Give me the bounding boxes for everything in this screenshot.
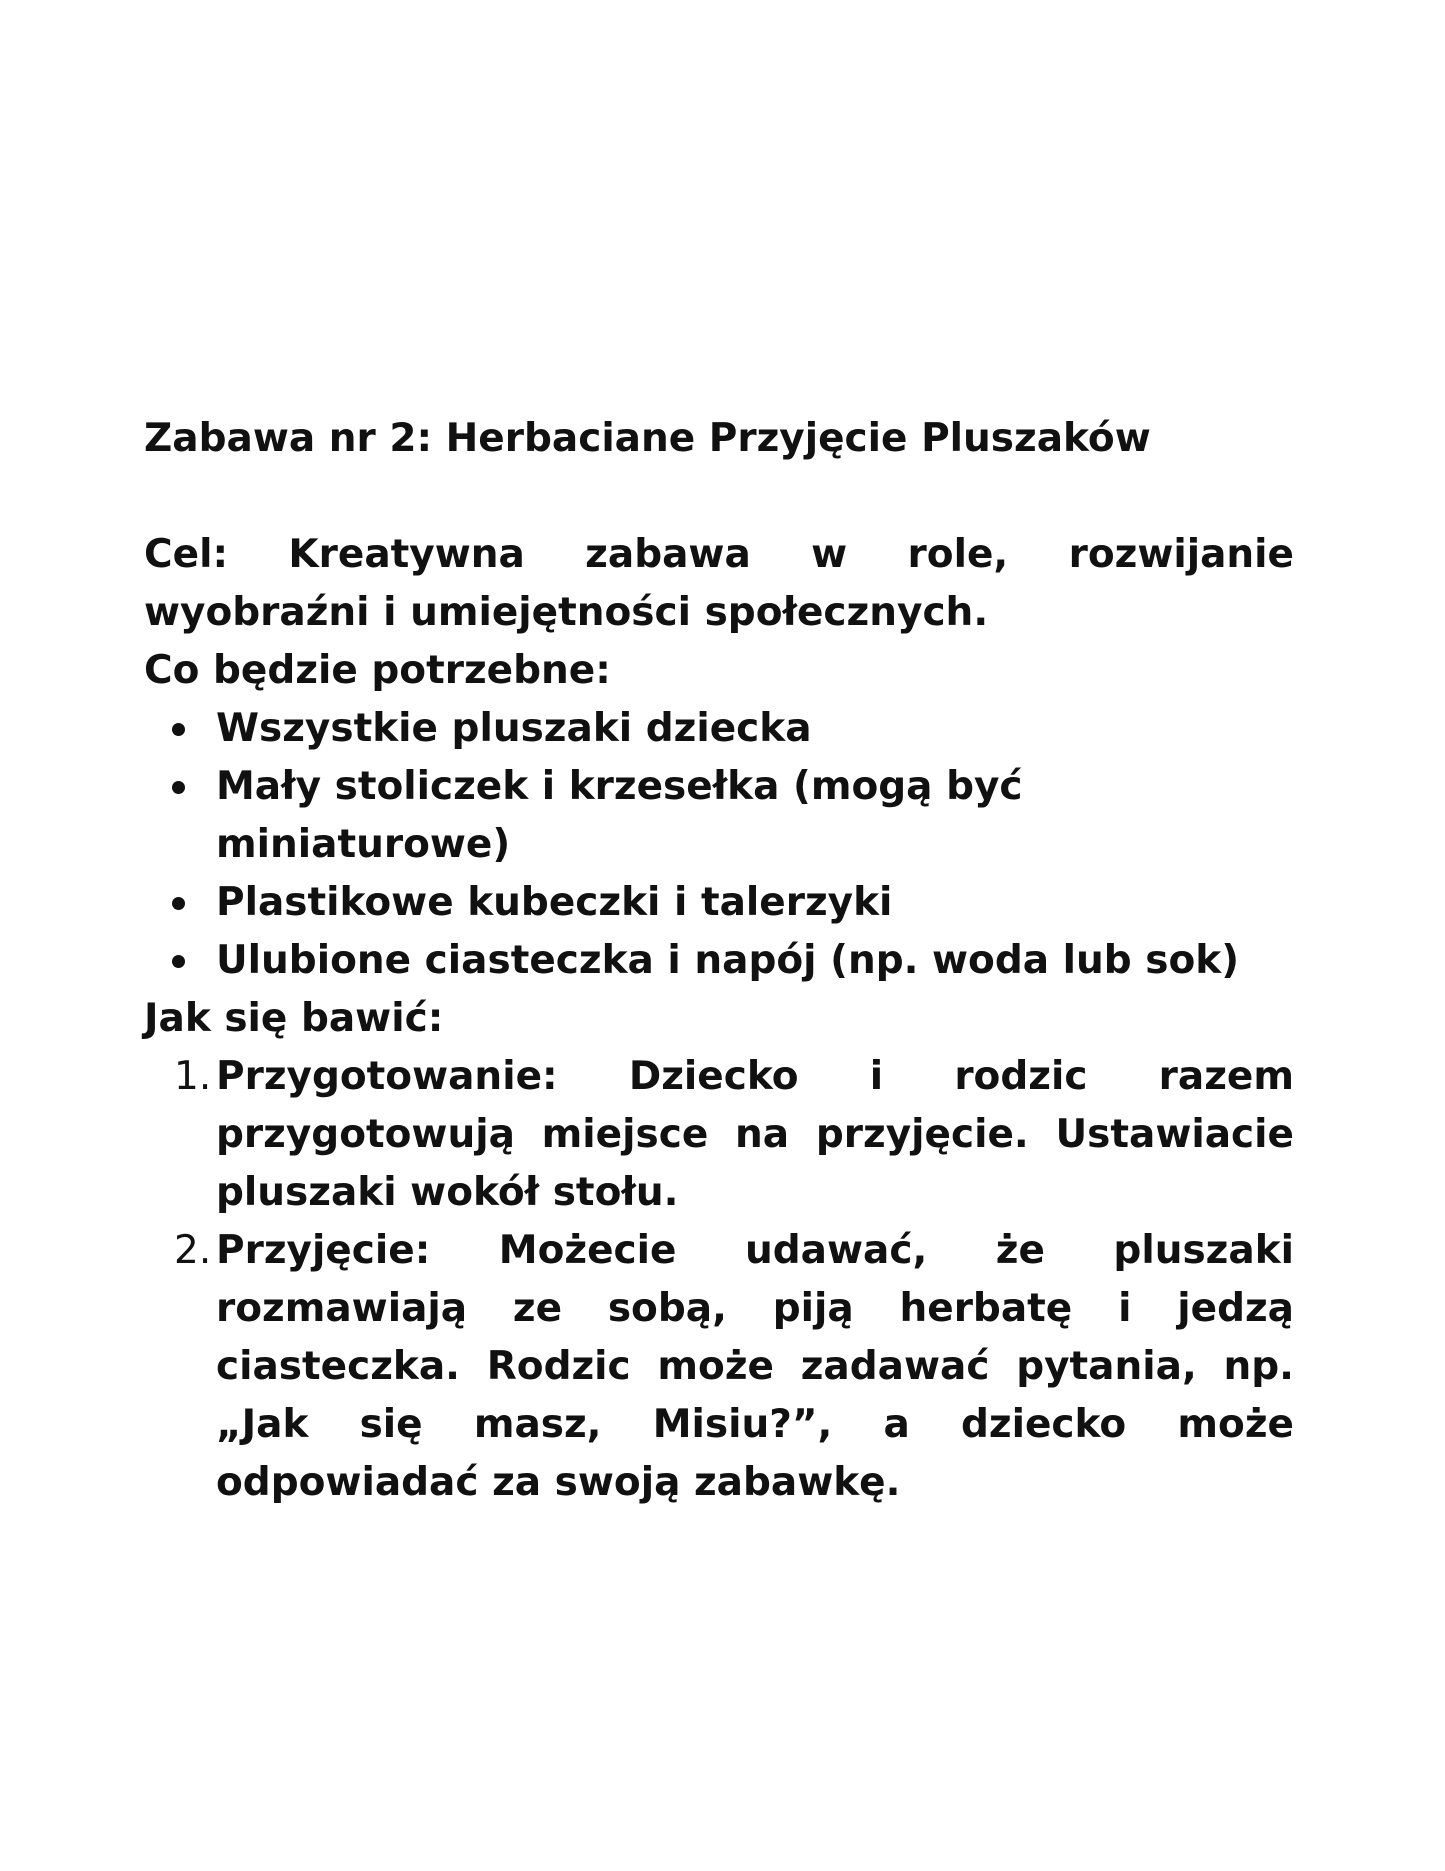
goal-paragraph: Cel: Kreatywna zabawa w role, rozwijanie wyobraźni i umiejętności społecznych. — [144, 532, 1294, 635]
bullet-icon — [172, 897, 185, 910]
list-item-text: Mały stoliczek i krzesełka (mogą być miniaturowe) — [216, 764, 1023, 867]
howto-heading: Jak się bawić: — [144, 996, 444, 1041]
step-number: 2. — [174, 1228, 212, 1273]
step-item — [174, 1222, 1294, 1512]
needs-list — [144, 700, 1294, 990]
list-item-text: Ulubione ciasteczka i napój (np. woda lub sok) — [216, 938, 1240, 983]
needs-heading: Co będzie potrzebne: — [144, 648, 611, 693]
steps-list — [144, 1048, 1294, 1512]
bullet-icon — [172, 955, 185, 968]
step-number: 1. — [174, 1054, 212, 1099]
list-item — [216, 700, 1294, 758]
bullet-icon — [172, 781, 185, 794]
list-item — [216, 932, 1294, 990]
step-text: Przygotowanie: Dziecko i rodzic razem przygotowują miejsce na przyjęcie. Ustawiacie pluszaki wokół stołu. — [216, 1054, 1294, 1215]
list-item-text: Wszystkie pluszaki dziecka — [216, 706, 812, 751]
list-item — [216, 874, 1294, 932]
step-item — [174, 1048, 1294, 1222]
list-item — [216, 758, 1294, 874]
document-title: Zabawa nr 2: Herbaciane Przyjęcie Pluszaków — [144, 416, 1151, 461]
list-item-text: Plastikowe kubeczki i talerzyki — [216, 880, 893, 925]
document-page — [144, 410, 1294, 1512]
bullet-icon — [172, 723, 185, 736]
step-text: Przyjęcie: Możecie udawać, że pluszaki rozmawiają ze sobą, piją herbatę i jedzą ciasteczka. Rodzic może zadawać pytania, np. „Jak się masz, Misiu?”, a dziecko może odpowiadać za swoją zabawkę. — [216, 1228, 1294, 1505]
